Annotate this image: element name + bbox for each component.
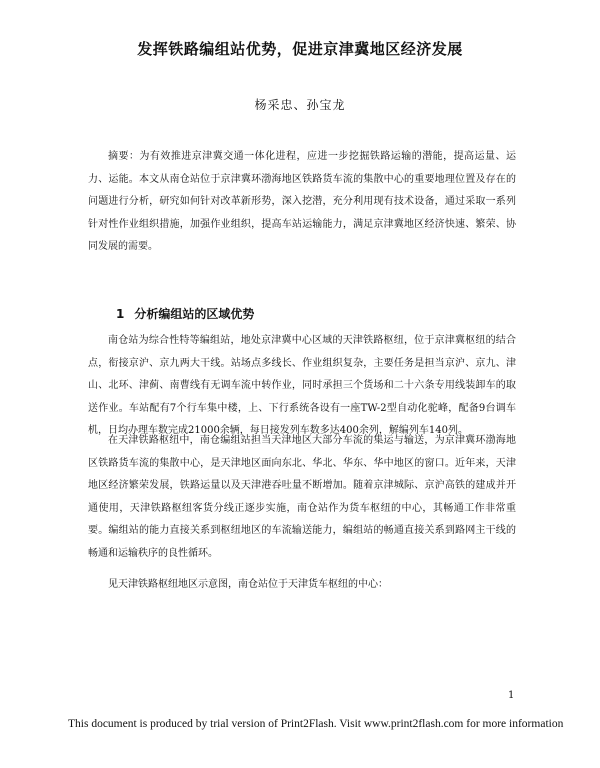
body-paragraph-1: 南仓站为综合性特等编组站，地处京津冀中心区域的天津铁路枢纽，位于京津冀枢纽的结合点，衔接京沪、京九两大干线。站场点多线长、作业组织复杂，主要任务是担当京沪、京九、津山、北环、津蓟、南曹线有无调车流中转作业，同时承担三个货场和二十六条专用线装卸车的取送作业。车站配有7个行车集中楼，上、下行系统各设有一座TW-2型自动化驼峰，配备9台调车机，日均办理车数完成21000余辆，每日接发列车数多达400余列，解编列车140列。: [88, 335, 516, 436]
document-title: 发挥铁路编组站优势，促进京津冀地区经济发展: [137, 40, 463, 58]
section-heading: [116, 305, 254, 322]
document-authors: 杨采忠、孙宝龙: [254, 98, 346, 112]
body-paragraph-3: 见天津铁路枢纽地区示意图，南仓站位于天津货车枢纽的中心：: [108, 579, 388, 590]
abstract-paragraph: 摘要：为有效推进京津冀交通一体化进程，应进一步挖掘铁路运输的潜能，提高运量、运力、运能。本文从南仓站位于京津冀环渤海地区铁路货车流的集散中心的重要地理位置及存在的问题进行分析，研究如何针对改革新形势，深入挖潜，充分利用现有技术设备，通过采取一系列针对性作业组织措施，加强作业组织，提高车站运输能力，满足京津冀地区经济快速、繁荣、协同发展的需要。: [88, 151, 516, 252]
page-number: 1: [508, 690, 515, 701]
body-paragraph-2: 在天津铁路枢纽中，南仓编组站担当天津地区大部分车流的集运与输送，为京津冀环渤海地区铁路货车流的集散中心，是天津地区面向东北、华北、华东、华中地区的窗口。近年来，天津地区经济繁荣发展，铁路运量以及天津港吞吐量不断增加。随着京津城际、京沪高铁的建成并开通使用，天津铁路枢纽客货分线正逐步实施，南仓站作为货车枢纽的中心，其畅通工作非常重要。编组站的能力直接关系到枢纽地区的车流输送能力，编组站的畅通直接关系到路网主干线的畅通和运输秩序的良性循环。: [88, 435, 516, 559]
section-title: 分析编组站的区域优势: [134, 307, 255, 321]
section-number: 1: [116, 307, 125, 321]
trial-watermark-footer: This document is produced by trial version of Print2Flash. Visit www.print2flash.com for more information: [68, 718, 564, 730]
